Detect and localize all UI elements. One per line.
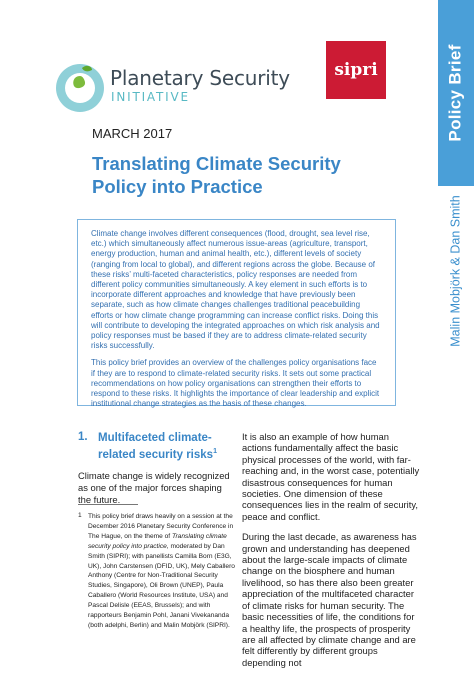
sipri-logo (326, 41, 386, 99)
right-paragraph-1: It is also an example of how human actions fundamentally affect the basic physical processes of the world, with far-reaching and, in the worst case, potentially disastrous consequences for human societies. One dimension of these consequences lies in the realm of security, peace and conflict. (242, 431, 420, 522)
globe-logo-icon (52, 58, 108, 114)
footnote-divider (78, 504, 138, 505)
abstract-box (77, 219, 396, 409)
sipri-logo-text: sipri (334, 60, 378, 80)
right-paragraph-2: During the last decade, as awareness has grown and understanding has deepened about the large-scale impacts of climate change on the biosphere and human livelihood, so has there also been greater appreciation of the multifaceted character of climate risks for human security. The basic necessities of life, the conditions for a healthy life, the prospects of prosperity are all affected by climate change and are felt differently by different groups depending not (242, 531, 417, 668)
page-title (92, 152, 392, 198)
authors-wrap (438, 196, 474, 346)
footnote-text-italic: Translating climate security policy into practice (88, 532, 227, 550)
abstract-paragraph-2: This policy brief provides an overview of the challenges policy organisations face if they are to respond to climate-related security risks. It sets out some practical recommendations on how policy organisations can strengthen their efforts to respond to these risks. It highlights the importance of clear leadership and explicit institutional change strategies as the basis of these changes. (91, 358, 380, 409)
policy-brief-label: Policy Brief (446, 44, 466, 142)
authors: Malin Mobjörk & Dan Smith (449, 195, 464, 347)
psi-logo-name: Planetary Security (110, 66, 290, 90)
title-line-2: Policy into Practice (92, 176, 263, 197)
psi-logo-subtitle: INITIATIVE (111, 90, 190, 104)
section-heading (98, 431, 238, 462)
abstract-paragraph-1: Climate change involves different consequences (flood, drought, sea level rise, etc.) which simultaneously affect numerous issue-areas (agriculture, transport, energy production, human and animal health, etc.), different levels of society (ranging from local to global), and different regions across the globe. Because of these risks’ multi-faceted characteristics, policy responses are needed from different policy communities simultaneously. A key element in such efforts is to incorporate different approaches and knowledge that have previously been separate, such as how climate changes challenges traditional peacebuilding efforts or how climate change programming can increase conflict risks. Doing this will contribute to developing the integrated approaches on which risk analysis and policy responses must be based if they are to address climate-related security risks successfully. (91, 229, 380, 351)
footnote-ref: 1 (213, 448, 217, 455)
section-intro-paragraph: Climate change is widely recognized as one of the major forces shaping the future. (78, 470, 230, 505)
footnote-text-b: , moderated by Dan Smith (SIPRI); with panellists Camilla Born (E3G, UK), John Carstensen (DFID, UK), Mely Caballero Anthony (Centre for Non-Traditional Security Studies, Singapore), Oli Brown (UNEP), Paula Caballero (World Resources Institute, USA) and Pascal Delisle (EEAS, Brussels); and with rapporteurs Benjamin Pohl, Janani Vivekananda (both adelphi, Berlin) and Malin Mobjörk (SIPRI). (88, 542, 235, 629)
footnote-text (88, 512, 238, 631)
footnote-text-a: This policy brief draws heavily on a session at the December 2016 Planetary Security Conference in The Hague, on the theme of (88, 513, 234, 540)
section-title-text: Multifaceted climate-related security risks (98, 432, 214, 461)
publication-date: MARCH 2017 (92, 126, 173, 141)
footnote-number: 1 (78, 512, 82, 519)
section-number: 1. (78, 431, 88, 443)
right-column (242, 431, 420, 677)
policy-brief-label-wrap (438, 0, 474, 186)
title-line-1: Translating Climate Security (92, 153, 341, 174)
